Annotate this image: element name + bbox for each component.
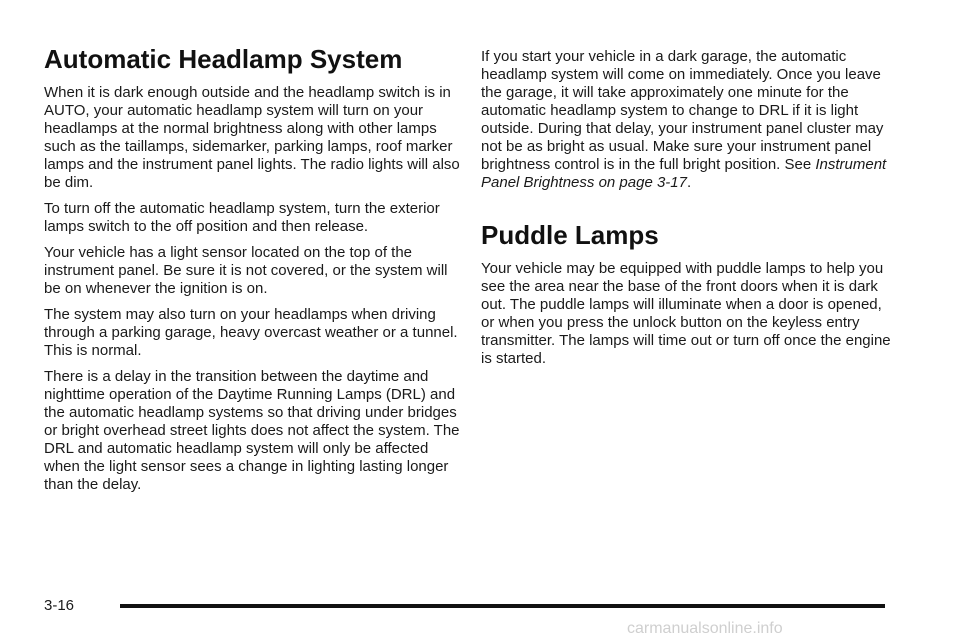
garage-text-end: . xyxy=(686,174,692,191)
body-paragraph: When it is dark enough outside and the headlamp switch is in AUTO, your automatic headlamp system will turn on your headlamps at the normal brightness along with other lamps such as the taillamps, sidemarker, parking lamps, roof marker lamps and the instrument panel lights. The radio lights will also be dim. xyxy=(44,84,460,191)
page-number: 3-16 xyxy=(44,597,75,614)
footer-rule xyxy=(120,604,885,608)
body-paragraph: The system may also turn on your headlamps when driving through a parking garage, heavy overcast weather or a tunnel. This is normal. xyxy=(44,306,458,359)
body-paragraph: To turn off the automatic headlamp system, turn the exterior lamps switch to the off position and then release. xyxy=(44,200,440,235)
garage-text: If you start your vehicle in a dark garage, the automatic headlamp system will come on immediately. Once you leave the garage, it will take approximately one minute for the automatic headlamp system to change to DRL if it is light outside. During that delay, your instrument panel cluster may not be as bright as usual. Make sure your instrument panel brightness control is in the full bright position. See xyxy=(481,48,884,173)
section-heading-puddle-lamps: Puddle Lamps xyxy=(481,220,659,250)
body-paragraph: Your vehicle has a light sensor located on the top of the instrument panel. Be sure it is not covered, or the system will be on whenever the ignition is on. xyxy=(44,244,448,297)
puddle-paragraph: Your vehicle may be equipped with puddle lamps to help you see the area near the base of the front doors when it is dark out. The puddle lamps will illuminate when a door is opened, or when you press the unlock button on the keyless entry transmitter. The lamps will time out or turn off once the engine is started. xyxy=(481,260,891,367)
section-heading-automatic-headlamp: Automatic Headlamp System xyxy=(44,44,403,74)
cross-reference-link[interactable]: Instrument Panel Brightness on page 3-17 xyxy=(481,156,887,191)
watermark: carmanualsonline.info xyxy=(627,620,783,637)
garage-paragraph xyxy=(481,48,899,192)
right-column xyxy=(481,48,899,376)
left-column xyxy=(44,44,462,502)
body-paragraph: There is a delay in the transition between the daytime and nighttime operation of the Daytime Running Lamps (DRL) and the automatic headlamp systems so that driving under bridges or bright overhead street lights does not affect the system. The DRL and automatic headlamp system will only be affected when the light sensor sees a change in lighting lasting longer than the delay. xyxy=(44,368,460,493)
